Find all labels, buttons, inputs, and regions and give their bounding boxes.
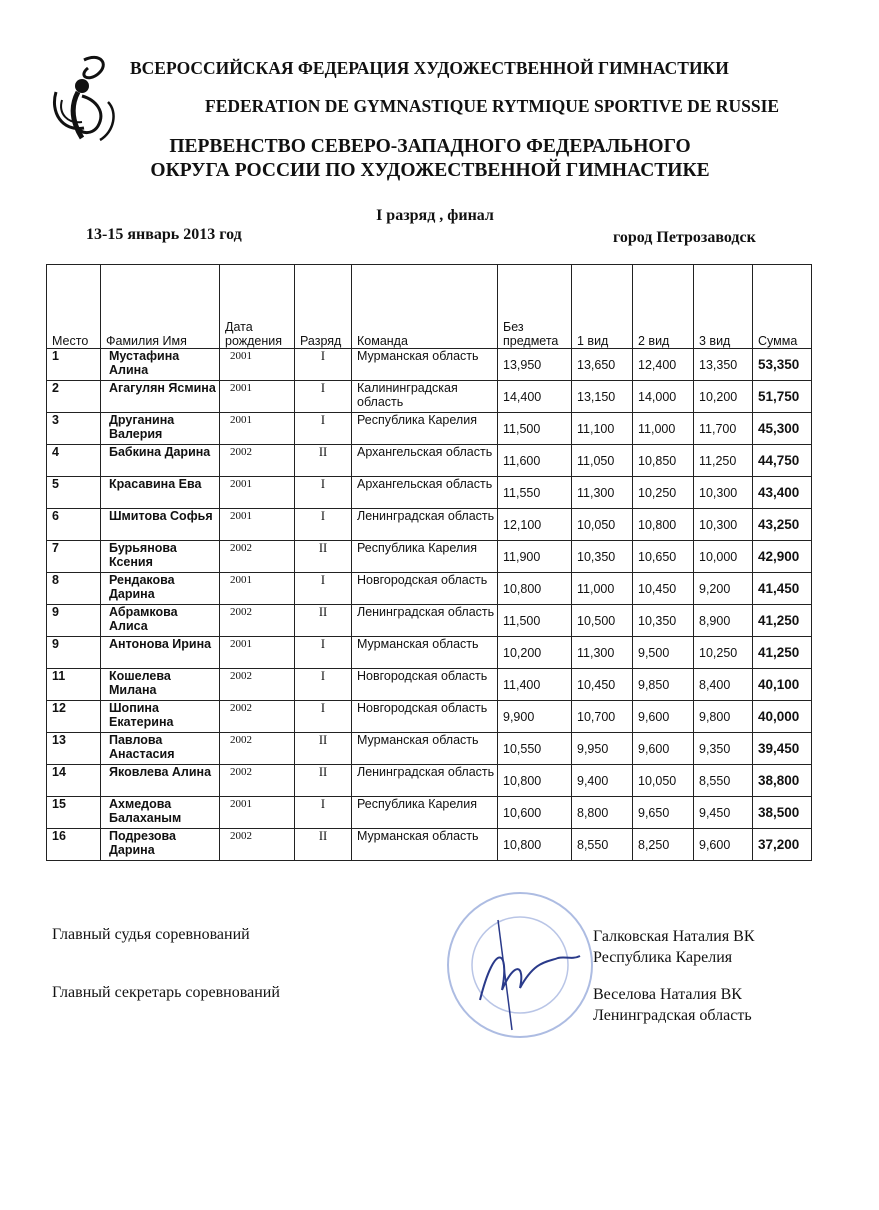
results-table xyxy=(46,264,812,861)
team-cell: Архангельская область xyxy=(352,445,498,477)
score-apparatus-3-cell: 10,300 xyxy=(694,509,753,541)
place-cell: 15 xyxy=(47,797,101,829)
table-row xyxy=(47,669,812,701)
score-apparatus-3-cell: 9,800 xyxy=(694,701,753,733)
place-cell: 4 xyxy=(47,445,101,477)
score-apparatus-2-cell: 10,350 xyxy=(633,605,694,637)
team-cell: Ленинградская область xyxy=(352,509,498,541)
place-cell: 5 xyxy=(47,477,101,509)
athlete-name-cell: Красавина Ева xyxy=(101,477,220,509)
column-header: Сумма xyxy=(753,265,812,349)
title-line-2: ОКРУГА РОССИИ ПО ХУДОЖЕСТВЕННОЙ ГИМНАСТИКЕ xyxy=(150,160,710,181)
team-cell: Калининградская область xyxy=(352,381,498,413)
team-cell: Мурманская область xyxy=(352,733,498,765)
score-apparatus-free-cell: 11,500 xyxy=(498,413,572,445)
table-row xyxy=(47,445,812,477)
table-row xyxy=(47,541,812,573)
total-score-cell: 40,000 xyxy=(753,701,812,733)
birth-year-cell: 2001 xyxy=(220,413,295,445)
table-row xyxy=(47,637,812,669)
chief-secretary-label: Главный секретарь соревнований xyxy=(52,984,280,1001)
rank-cell: I xyxy=(295,573,352,605)
score-apparatus-free-cell: 11,500 xyxy=(498,605,572,637)
score-apparatus-1-cell: 13,150 xyxy=(572,381,633,413)
table-row xyxy=(47,797,812,829)
team-cell: Республика Карелия xyxy=(352,541,498,573)
place-cell: 12 xyxy=(47,701,101,733)
table-row xyxy=(47,573,812,605)
place-cell: 7 xyxy=(47,541,101,573)
athlete-name-cell: Ахмедова Балаханым xyxy=(101,797,220,829)
total-score-cell: 53,350 xyxy=(753,349,812,381)
event-city: город Петрозаводск xyxy=(613,229,756,246)
score-apparatus-1-cell: 10,500 xyxy=(572,605,633,637)
score-apparatus-3-cell: 9,350 xyxy=(694,733,753,765)
place-cell: 2 xyxy=(47,381,101,413)
table-row xyxy=(47,477,812,509)
birth-year-cell: 2001 xyxy=(220,573,295,605)
score-apparatus-free-cell: 12,100 xyxy=(498,509,572,541)
team-cell: Новгородская область xyxy=(352,669,498,701)
athlete-name-cell: Яковлева Алина xyxy=(101,765,220,797)
birth-year-cell: 2002 xyxy=(220,541,295,573)
chief-judge-name: Галковская Наталия ВК xyxy=(593,928,755,945)
score-apparatus-free-cell: 10,600 xyxy=(498,797,572,829)
total-score-cell: 41,450 xyxy=(753,573,812,605)
score-apparatus-1-cell: 9,400 xyxy=(572,765,633,797)
score-apparatus-3-cell: 13,350 xyxy=(694,349,753,381)
score-apparatus-free-cell: 10,800 xyxy=(498,573,572,605)
score-apparatus-2-cell: 9,850 xyxy=(633,669,694,701)
score-apparatus-3-cell: 9,600 xyxy=(694,829,753,861)
column-header: Разряд xyxy=(295,265,352,349)
score-apparatus-free-cell: 10,200 xyxy=(498,637,572,669)
athlete-name-cell: Антонова Ирина xyxy=(101,637,220,669)
title-line-1: ПЕРВЕНСТВО СЕВЕРО-ЗАПАДНОГО ФЕДЕРАЛЬНОГО xyxy=(169,136,691,157)
place-cell: 8 xyxy=(47,573,101,605)
score-apparatus-1-cell: 10,350 xyxy=(572,541,633,573)
rank-cell: I xyxy=(295,477,352,509)
rank-cell: I xyxy=(295,701,352,733)
table-row xyxy=(47,765,812,797)
score-apparatus-1-cell: 9,950 xyxy=(572,733,633,765)
federation-logo-icon xyxy=(48,52,120,144)
place-cell: 13 xyxy=(47,733,101,765)
score-apparatus-3-cell: 8,400 xyxy=(694,669,753,701)
birth-year-cell: 2002 xyxy=(220,829,295,861)
category-label: I разряд , финал xyxy=(376,207,494,224)
score-apparatus-free-cell: 11,550 xyxy=(498,477,572,509)
birth-year-cell: 2002 xyxy=(220,765,295,797)
place-cell: 9 xyxy=(47,637,101,669)
athlete-name-cell: Абрамкова Алиса xyxy=(101,605,220,637)
score-apparatus-3-cell: 10,250 xyxy=(694,637,753,669)
column-header: 3 вид xyxy=(694,265,753,349)
score-apparatus-2-cell: 10,050 xyxy=(633,765,694,797)
birth-year-cell: 2001 xyxy=(220,797,295,829)
column-header: 2 вид xyxy=(633,265,694,349)
rank-cell: II xyxy=(295,733,352,765)
score-apparatus-2-cell: 11,000 xyxy=(633,413,694,445)
score-apparatus-1-cell: 8,800 xyxy=(572,797,633,829)
birth-year-cell: 2002 xyxy=(220,669,295,701)
score-apparatus-3-cell: 11,250 xyxy=(694,445,753,477)
table-row xyxy=(47,509,812,541)
chief-secretary-signature-block xyxy=(593,984,752,1026)
score-apparatus-2-cell: 10,450 xyxy=(633,573,694,605)
total-score-cell: 38,500 xyxy=(753,797,812,829)
team-cell: Ленинградская область xyxy=(352,605,498,637)
athlete-name-cell: Шмитова Софья xyxy=(101,509,220,541)
rank-cell: I xyxy=(295,669,352,701)
rank-cell: II xyxy=(295,541,352,573)
birth-year-cell: 2001 xyxy=(220,381,295,413)
score-apparatus-3-cell: 10,200 xyxy=(694,381,753,413)
federation-name-ru: ВСЕРОССИЙСКАЯ ФЕДЕРАЦИЯ ХУДОЖЕСТВЕННОЙ ГИМНАСТИКИ xyxy=(130,58,729,78)
rank-cell: II xyxy=(295,605,352,637)
score-apparatus-1-cell: 11,100 xyxy=(572,413,633,445)
total-score-cell: 39,450 xyxy=(753,733,812,765)
chief-judge-signature-block xyxy=(593,926,755,968)
team-cell: Архангельская область xyxy=(352,477,498,509)
total-score-cell: 43,250 xyxy=(753,509,812,541)
chief-secretary-name: Веселова Наталия ВК xyxy=(593,986,742,1003)
score-apparatus-1-cell: 11,050 xyxy=(572,445,633,477)
score-apparatus-free-cell: 14,400 xyxy=(498,381,572,413)
score-apparatus-1-cell: 10,050 xyxy=(572,509,633,541)
score-apparatus-1-cell: 10,450 xyxy=(572,669,633,701)
score-apparatus-2-cell: 9,600 xyxy=(633,701,694,733)
table-row xyxy=(47,829,812,861)
score-apparatus-2-cell: 8,250 xyxy=(633,829,694,861)
score-apparatus-free-cell: 11,600 xyxy=(498,445,572,477)
table-row xyxy=(47,413,812,445)
chief-secretary-region: Ленинградская область xyxy=(593,1007,752,1024)
federation-name-fr: FEDERATION DE GYMNASTIQUE RYTMIQUE SPORTIVE DE RUSSIE xyxy=(205,96,780,116)
score-apparatus-2-cell: 9,650 xyxy=(633,797,694,829)
total-score-cell: 42,900 xyxy=(753,541,812,573)
column-header: Фамилия Имя xyxy=(101,265,220,349)
official-stamp-icon xyxy=(440,880,600,1050)
birth-year-cell: 2002 xyxy=(220,701,295,733)
rank-cell: I xyxy=(295,349,352,381)
athlete-name-cell: Агагулян Ясмина xyxy=(101,381,220,413)
score-apparatus-free-cell: 13,950 xyxy=(498,349,572,381)
birth-year-cell: 2001 xyxy=(220,349,295,381)
athlete-name-cell: Кошелева Милана xyxy=(101,669,220,701)
birth-year-cell: 2002 xyxy=(220,733,295,765)
event-dates: 13-15 январь 2013 год xyxy=(86,226,242,243)
score-apparatus-free-cell: 10,800 xyxy=(498,829,572,861)
team-cell: Новгородская область xyxy=(352,701,498,733)
score-apparatus-free-cell: 10,550 xyxy=(498,733,572,765)
score-apparatus-2-cell: 9,600 xyxy=(633,733,694,765)
athlete-name-cell: Бабкина Дарина xyxy=(101,445,220,477)
score-apparatus-free-cell: 11,900 xyxy=(498,541,572,573)
birth-year-cell: 2002 xyxy=(220,445,295,477)
total-score-cell: 38,800 xyxy=(753,765,812,797)
total-score-cell: 40,100 xyxy=(753,669,812,701)
athlete-name-cell: Друганина Валерия xyxy=(101,413,220,445)
column-header: Дата рождения xyxy=(220,265,295,349)
total-score-cell: 41,250 xyxy=(753,637,812,669)
score-apparatus-2-cell: 10,650 xyxy=(633,541,694,573)
score-apparatus-1-cell: 8,550 xyxy=(572,829,633,861)
rank-cell: II xyxy=(295,445,352,477)
rank-cell: I xyxy=(295,797,352,829)
athlete-name-cell: Подрезова Дарина xyxy=(101,829,220,861)
score-apparatus-3-cell: 10,000 xyxy=(694,541,753,573)
score-apparatus-1-cell: 13,650 xyxy=(572,349,633,381)
rank-cell: I xyxy=(295,413,352,445)
score-apparatus-3-cell: 11,700 xyxy=(694,413,753,445)
team-cell: Республика Карелия xyxy=(352,413,498,445)
birth-year-cell: 2002 xyxy=(220,605,295,637)
team-cell: Новгородская область xyxy=(352,573,498,605)
table-body xyxy=(47,349,812,861)
table-row xyxy=(47,605,812,637)
rank-cell: II xyxy=(295,765,352,797)
place-cell: 1 xyxy=(47,349,101,381)
score-apparatus-3-cell: 8,550 xyxy=(694,765,753,797)
score-apparatus-1-cell: 10,700 xyxy=(572,701,633,733)
birth-year-cell: 2001 xyxy=(220,637,295,669)
team-cell: Мурманская область xyxy=(352,349,498,381)
score-apparatus-1-cell: 11,300 xyxy=(572,637,633,669)
birth-year-cell: 2001 xyxy=(220,509,295,541)
athlete-name-cell: Шопина Екатерина xyxy=(101,701,220,733)
score-apparatus-3-cell: 9,450 xyxy=(694,797,753,829)
chief-judge-label: Главный судья соревнований xyxy=(52,926,250,943)
column-header: Место xyxy=(47,265,101,349)
score-apparatus-free-cell: 10,800 xyxy=(498,765,572,797)
place-cell: 9 xyxy=(47,605,101,637)
score-apparatus-free-cell: 9,900 xyxy=(498,701,572,733)
birth-year-cell: 2001 xyxy=(220,477,295,509)
table-row xyxy=(47,733,812,765)
table-row xyxy=(47,349,812,381)
athlete-name-cell: Рендакова Дарина xyxy=(101,573,220,605)
place-cell: 3 xyxy=(47,413,101,445)
total-score-cell: 37,200 xyxy=(753,829,812,861)
total-score-cell: 45,300 xyxy=(753,413,812,445)
team-cell: Республика Карелия xyxy=(352,797,498,829)
score-apparatus-1-cell: 11,300 xyxy=(572,477,633,509)
document-title xyxy=(100,135,760,183)
athlete-name-cell: Бурьянова Ксения xyxy=(101,541,220,573)
score-apparatus-2-cell: 14,000 xyxy=(633,381,694,413)
total-score-cell: 44,750 xyxy=(753,445,812,477)
score-apparatus-2-cell: 10,850 xyxy=(633,445,694,477)
score-apparatus-3-cell: 9,200 xyxy=(694,573,753,605)
athlete-name-cell: Павлова Анастасия xyxy=(101,733,220,765)
total-score-cell: 41,250 xyxy=(753,605,812,637)
score-apparatus-2-cell: 9,500 xyxy=(633,637,694,669)
team-cell: Мурманская область xyxy=(352,637,498,669)
column-header: Команда xyxy=(352,265,498,349)
athlete-name-cell: Мустафина Алина xyxy=(101,349,220,381)
score-apparatus-2-cell: 12,400 xyxy=(633,349,694,381)
place-cell: 16 xyxy=(47,829,101,861)
chief-judge-region: Республика Карелия xyxy=(593,949,733,966)
score-apparatus-free-cell: 11,400 xyxy=(498,669,572,701)
place-cell: 14 xyxy=(47,765,101,797)
place-cell: 11 xyxy=(47,669,101,701)
place-cell: 6 xyxy=(47,509,101,541)
score-apparatus-2-cell: 10,250 xyxy=(633,477,694,509)
table-row xyxy=(47,701,812,733)
table-header-row xyxy=(47,265,812,349)
column-header: Без предмета xyxy=(498,265,572,349)
total-score-cell: 43,400 xyxy=(753,477,812,509)
rank-cell: I xyxy=(295,381,352,413)
total-score-cell: 51,750 xyxy=(753,381,812,413)
team-cell: Ленинградская область xyxy=(352,765,498,797)
rank-cell: II xyxy=(295,829,352,861)
score-apparatus-1-cell: 11,000 xyxy=(572,573,633,605)
score-apparatus-3-cell: 8,900 xyxy=(694,605,753,637)
score-apparatus-3-cell: 10,300 xyxy=(694,477,753,509)
team-cell: Мурманская область xyxy=(352,829,498,861)
table-row xyxy=(47,381,812,413)
column-header: 1 вид xyxy=(572,265,633,349)
rank-cell: I xyxy=(295,509,352,541)
rank-cell: I xyxy=(295,637,352,669)
score-apparatus-2-cell: 10,800 xyxy=(633,509,694,541)
